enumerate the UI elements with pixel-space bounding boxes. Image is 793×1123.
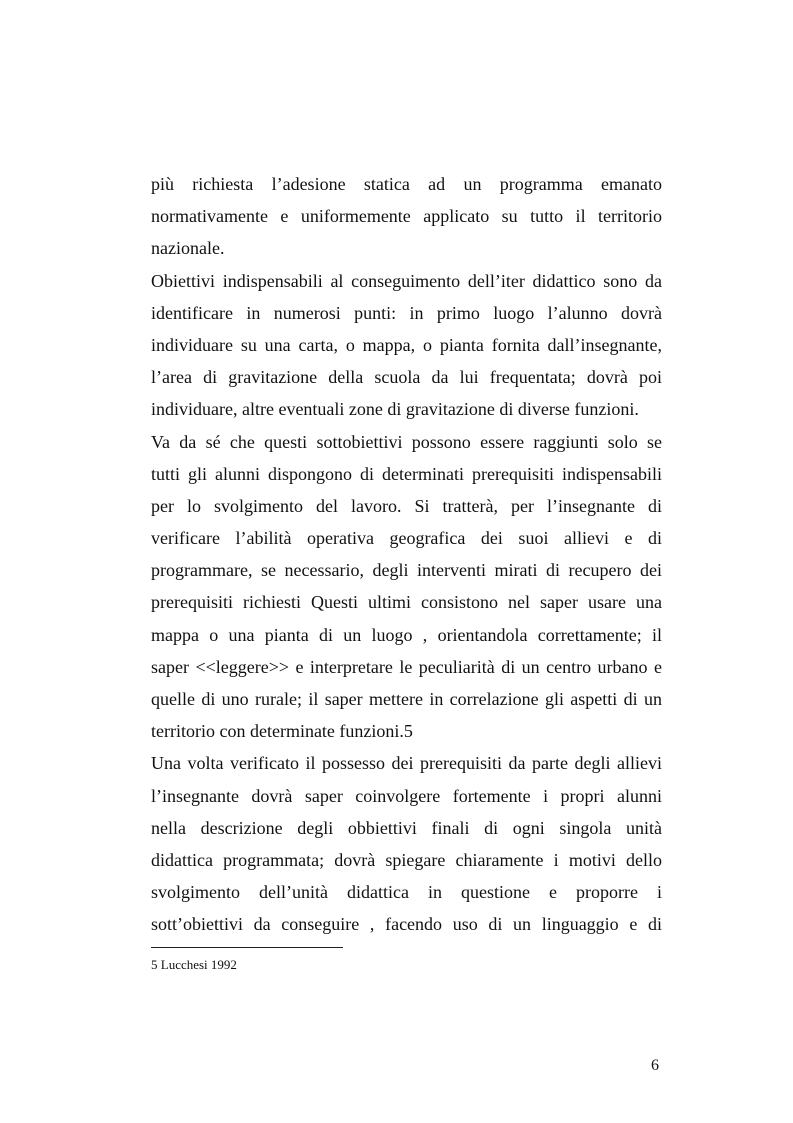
page-number: 6	[651, 1057, 659, 1074]
text-line: svolgimento dell’unità didattica in questione e proporre i	[151, 882, 662, 903]
text-line: individuare su una carta, o mappa, o pianta fornita dall’insegnante,	[151, 334, 662, 355]
text-line: territorio con determinate funzioni.5	[151, 721, 413, 742]
text-line: programmare, se necessario, degli interventi mirati di recupero dei	[151, 560, 662, 581]
text-line: normativamente e uniformemente applicato su tutto il territorio	[151, 206, 662, 227]
text-line: nazionale.	[151, 238, 225, 259]
text-line: sott’obiettivi da conseguire , facendo uso di un linguaggio e di	[151, 914, 662, 935]
footnote-separator	[151, 947, 343, 948]
text-line: saper <<leggere>> e interpretare le peculiarità di un centro urbano e	[151, 656, 662, 677]
text-line: per lo svolgimento del lavoro. Si tratterà, per l’insegnante di	[151, 495, 662, 516]
text-line: tutti gli alunni dispongono di determinati prerequisiti indispensabili	[151, 463, 662, 484]
text-line: l’insegnante dovrà saper coinvolgere fortemente i propri alunni	[151, 785, 662, 806]
text-line: verificare l’abilità operativa geografica dei suoi allievi e di	[151, 528, 662, 549]
text-line: più richiesta l’adesione statica ad un programma emanato	[151, 174, 662, 194]
footnote: 5 Lucchesi 1992	[151, 957, 237, 972]
text-line: didattica programmata; dovrà spiegare chiaramente i motivi dello	[151, 849, 662, 870]
text-line: mappa o una pianta di un luogo , orientandola correttamente; il	[151, 624, 662, 645]
text-line: l’area di gravitazione della scuola da lui frequentata; dovrà poi	[151, 367, 662, 388]
text-line: Una volta verificato il possesso dei prerequisiti da parte degli allievi	[151, 753, 662, 774]
text-line: quelle di uno rurale; il saper mettere in correlazione gli aspetti di un	[151, 689, 662, 709]
text-line: Va da sé che questi sottobiettivi possono essere raggiunti solo se	[151, 431, 662, 452]
text-line: nella descrizione degli obbiettivi finali di ogni singola unità	[151, 817, 662, 838]
text-line: individuare, altre eventuali zone di gravitazione di diverse funzioni.	[151, 399, 639, 420]
text-line: identificare in numerosi punti: in primo luogo l’alunno dovrà	[151, 302, 662, 323]
text-line: prerequisiti richiesti Questi ultimi consistono nel saper usare una	[151, 592, 662, 613]
text-line: Obiettivi indispensabili al conseguimento dell’iter didattico sono da	[151, 270, 662, 291]
body-text	[151, 168, 662, 941]
